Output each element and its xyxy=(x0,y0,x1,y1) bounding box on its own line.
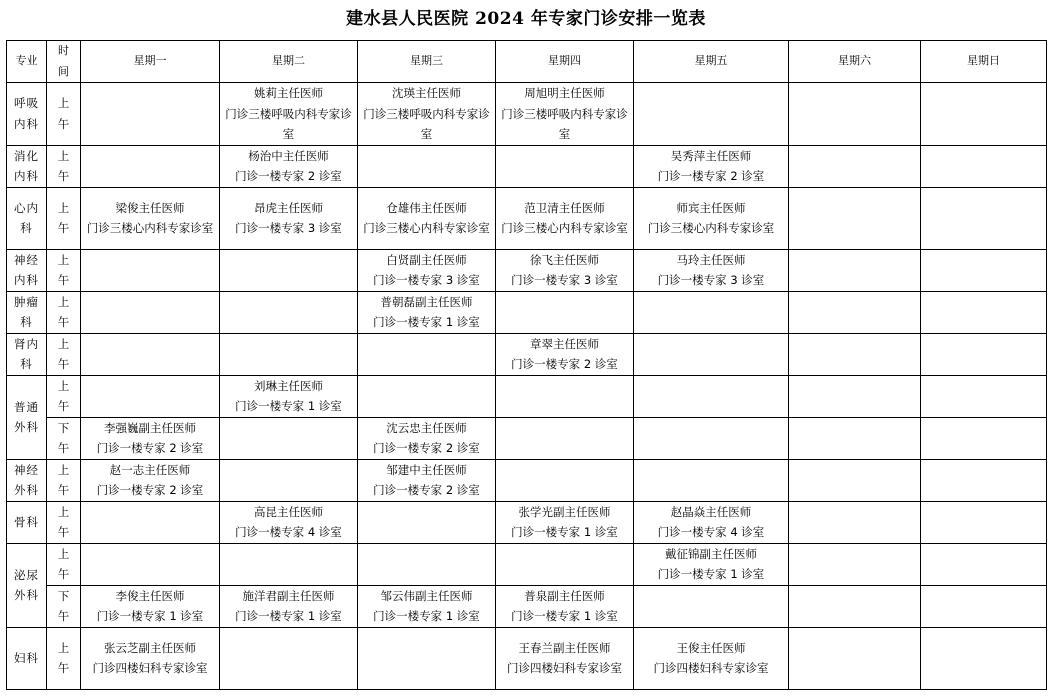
doctor-entry: 白贤副主任医师 门诊一楼专家 3 诊室 xyxy=(373,252,480,287)
header-time xyxy=(47,41,81,83)
schedule-cell xyxy=(358,249,496,291)
schedule-cell xyxy=(496,585,634,627)
schedule-cell xyxy=(81,187,220,249)
session-time xyxy=(47,291,81,333)
doctor-entry: 师宾主任医师 门诊三楼心内科专家诊室 xyxy=(647,200,775,235)
header-day: 星期五 xyxy=(634,41,789,83)
schedule-cell xyxy=(358,83,496,146)
schedule-cell xyxy=(496,249,634,291)
schedule-cell xyxy=(81,417,220,459)
session-time-text: 上 午 xyxy=(57,148,70,183)
header-row xyxy=(7,41,1047,83)
schedule-cell xyxy=(81,501,220,543)
department-name xyxy=(7,333,47,375)
session-time xyxy=(47,83,81,146)
session-time-text: 下 午 xyxy=(57,420,70,455)
header-day: 星期一 xyxy=(81,41,220,83)
schedule-cell xyxy=(634,627,789,689)
department-name xyxy=(7,145,47,187)
doctor-entry: 李强巍副主任医师 门诊一楼专家 2 诊室 xyxy=(96,420,204,455)
doctor-entry: 邹建中主任医师 门诊一楼专家 2 诊室 xyxy=(373,462,480,497)
schedule-cell xyxy=(634,187,789,249)
doctor-entry: 周旭明主任医师 门诊三楼呼吸内科专家诊室 xyxy=(501,86,628,141)
doctor-entry: 范卫清主任医师 门诊三楼心内科专家诊室 xyxy=(501,200,628,235)
schedule-cell xyxy=(358,333,496,375)
header-dept: 专业 xyxy=(7,41,47,83)
schedule-cell xyxy=(789,291,921,333)
schedule-cell xyxy=(789,627,921,689)
doctor-entry: 李俊主任医师 门诊一楼专家 1 诊室 xyxy=(96,588,204,623)
header-day: 星期日 xyxy=(921,41,1047,83)
doctor-entry: 施洋君副主任医师 门诊一楼专家 1 诊室 xyxy=(235,588,342,623)
session-time-text: 上 午 xyxy=(57,546,70,581)
schedule-cell xyxy=(634,249,789,291)
schedule-cell xyxy=(634,333,789,375)
schedule-cell xyxy=(789,249,921,291)
table-row xyxy=(7,501,1047,543)
table-row xyxy=(7,249,1047,291)
schedule-cell xyxy=(921,459,1047,501)
schedule-cell xyxy=(81,375,220,417)
doctor-entry: 沈瑛主任医师 门诊三楼呼吸内科专家诊室 xyxy=(363,86,490,141)
schedule-cell xyxy=(220,333,358,375)
schedule-cell xyxy=(220,417,358,459)
schedule-cell xyxy=(220,145,358,187)
session-time-text: 上 午 xyxy=(57,504,70,539)
doctor-entry: 章翠主任医师 门诊一楼专家 2 诊室 xyxy=(511,336,618,371)
session-time-text: 上 午 xyxy=(57,96,70,131)
table-row xyxy=(7,459,1047,501)
department-name xyxy=(7,627,47,689)
session-time-text: 下 午 xyxy=(57,588,70,623)
schedule-cell xyxy=(634,83,789,146)
department-name xyxy=(7,83,47,146)
session-time xyxy=(47,145,81,187)
schedule-cell xyxy=(496,83,634,146)
doctor-entry: 姚莉主任医师 门诊三楼呼吸内科专家诊室 xyxy=(225,86,352,141)
schedule-cell xyxy=(634,145,789,187)
schedule-cell xyxy=(634,501,789,543)
schedule-cell xyxy=(220,187,358,249)
schedule-table xyxy=(6,40,1047,690)
schedule-cell xyxy=(358,291,496,333)
doctor-entry: 梁俊主任医师 门诊三楼心内科专家诊室 xyxy=(86,200,214,235)
department-name-text: 肿瘤 科 xyxy=(14,294,39,329)
schedule-cell xyxy=(220,83,358,146)
schedule-cell xyxy=(81,627,220,689)
schedule-body xyxy=(7,83,1047,690)
schedule-cell xyxy=(921,543,1047,585)
schedule-cell xyxy=(358,459,496,501)
department-name-text: 泌尿 外科 xyxy=(14,567,39,602)
doctor-entry: 马玲主任医师 门诊一楼专家 3 诊室 xyxy=(657,252,765,287)
schedule-cell xyxy=(921,333,1047,375)
schedule-cell xyxy=(496,375,634,417)
table-row xyxy=(7,417,1047,459)
schedule-cell xyxy=(789,417,921,459)
session-time-text: 上 午 xyxy=(57,378,70,413)
department-name xyxy=(7,291,47,333)
schedule-cell xyxy=(496,459,634,501)
schedule-cell xyxy=(358,145,496,187)
schedule-cell xyxy=(789,501,921,543)
doctor-entry: 赵一志主任医师 门诊一楼专家 2 诊室 xyxy=(96,462,204,497)
schedule-cell xyxy=(81,585,220,627)
schedule-cell xyxy=(220,543,358,585)
schedule-cell xyxy=(358,543,496,585)
schedule-cell xyxy=(921,145,1047,187)
department-name-text: 神经 外科 xyxy=(14,462,39,497)
department-name xyxy=(7,375,47,459)
table-row xyxy=(7,187,1047,249)
schedule-cell xyxy=(789,333,921,375)
schedule-cell xyxy=(634,543,789,585)
schedule-cell xyxy=(634,375,789,417)
header-day: 星期六 xyxy=(789,41,921,83)
doctor-entry: 仓雄伟主任医师 门诊三楼心内科专家诊室 xyxy=(363,200,490,235)
doctor-entry: 沈云忠主任医师 门诊一楼专家 2 诊室 xyxy=(373,420,480,455)
doctor-entry: 昂虎主任医师 门诊一楼专家 3 诊室 xyxy=(235,200,342,235)
schedule-cell xyxy=(496,291,634,333)
schedule-cell xyxy=(220,375,358,417)
schedule-cell xyxy=(220,627,358,689)
session-time xyxy=(47,543,81,585)
schedule-cell xyxy=(220,501,358,543)
session-time xyxy=(47,333,81,375)
department-name xyxy=(7,543,47,627)
doctor-entry: 戴征锦副主任医师 门诊一楼专家 1 诊室 xyxy=(657,546,765,581)
session-time-text: 上 午 xyxy=(57,336,70,371)
schedule-cell xyxy=(81,249,220,291)
table-row xyxy=(7,333,1047,375)
schedule-cell xyxy=(789,459,921,501)
header-day: 星期四 xyxy=(496,41,634,83)
doctor-entry: 刘琳主任医师 门诊一楼专家 1 诊室 xyxy=(235,378,342,413)
schedule-cell xyxy=(220,249,358,291)
schedule-cell xyxy=(358,375,496,417)
schedule-cell xyxy=(220,459,358,501)
department-name-text: 心内 科 xyxy=(14,200,39,235)
schedule-cell xyxy=(358,187,496,249)
session-time xyxy=(47,585,81,627)
schedule-cell xyxy=(496,145,634,187)
session-time-text: 上 午 xyxy=(57,462,70,497)
department-name-text: 消化 内科 xyxy=(14,148,39,183)
schedule-cell xyxy=(789,83,921,146)
header-time-text: 时 间 xyxy=(58,44,69,78)
schedule-cell xyxy=(496,501,634,543)
schedule-cell xyxy=(81,333,220,375)
session-time xyxy=(47,249,81,291)
schedule-cell xyxy=(789,375,921,417)
doctor-entry: 杨治中主任医师 门诊一楼专家 2 诊室 xyxy=(235,148,342,183)
session-time xyxy=(47,501,81,543)
table-row xyxy=(7,627,1047,689)
schedule-cell xyxy=(634,291,789,333)
schedule-cell xyxy=(358,627,496,689)
doctor-entry: 徐飞主任医师 门诊一楼专家 3 诊室 xyxy=(511,252,618,287)
schedule-cell xyxy=(634,459,789,501)
session-time-text: 上 午 xyxy=(57,200,70,235)
schedule-cell xyxy=(81,543,220,585)
schedule-cell xyxy=(921,501,1047,543)
session-time-text: 上 午 xyxy=(57,252,70,287)
table-row xyxy=(7,83,1047,146)
schedule-cell xyxy=(220,291,358,333)
schedule-cell xyxy=(358,417,496,459)
session-time xyxy=(47,417,81,459)
schedule-cell xyxy=(921,249,1047,291)
session-time-text: 上 午 xyxy=(57,294,70,329)
schedule-cell xyxy=(496,333,634,375)
table-row xyxy=(7,145,1047,187)
table-row xyxy=(7,585,1047,627)
page-title: 建水县人民医院 2024 年专家门诊安排一览表 xyxy=(346,9,706,29)
schedule-cell xyxy=(789,585,921,627)
schedule-cell xyxy=(921,585,1047,627)
schedule-cell xyxy=(220,585,358,627)
department-name-text: 妇科 xyxy=(14,650,39,665)
schedule-cell xyxy=(496,543,634,585)
schedule-cell xyxy=(921,375,1047,417)
doctor-entry: 普泉副主任医师 门诊一楼专家 1 诊室 xyxy=(511,588,618,623)
table-row xyxy=(7,375,1047,417)
schedule-cell xyxy=(921,417,1047,459)
session-time xyxy=(47,459,81,501)
schedule-cell xyxy=(634,585,789,627)
schedule-cell xyxy=(789,187,921,249)
schedule-cell xyxy=(921,291,1047,333)
doctor-entry: 普朝磊副主任医师 门诊一楼专家 1 诊室 xyxy=(373,294,480,329)
department-name-text: 普通 外科 xyxy=(14,399,39,434)
schedule-cell xyxy=(921,627,1047,689)
session-time-text: 上 午 xyxy=(57,640,70,675)
doctor-entry: 高昆主任医师 门诊一楼专家 4 诊室 xyxy=(235,504,342,539)
department-name xyxy=(7,459,47,501)
doctor-entry: 吴秀萍主任医师 门诊一楼专家 2 诊室 xyxy=(657,148,765,183)
schedule-cell xyxy=(358,585,496,627)
header-day: 星期三 xyxy=(358,41,496,83)
doctor-entry: 赵晶焱主任医师 门诊一楼专家 4 诊室 xyxy=(657,504,765,539)
table-row xyxy=(7,291,1047,333)
department-name-text: 神经 内科 xyxy=(14,252,39,287)
session-time xyxy=(47,627,81,689)
doctor-entry: 王俊主任医师 门诊四楼妇科专家诊室 xyxy=(653,640,769,675)
department-name-text: 呼吸 内科 xyxy=(14,96,39,131)
department-name-text: 骨科 xyxy=(14,514,39,529)
schedule-cell xyxy=(921,83,1047,146)
schedule-cell xyxy=(81,145,220,187)
schedule-cell xyxy=(81,83,220,146)
schedule-cell xyxy=(81,291,220,333)
schedule-cell xyxy=(81,459,220,501)
header-day: 星期二 xyxy=(220,41,358,83)
table-row xyxy=(7,543,1047,585)
schedule-cell xyxy=(496,417,634,459)
session-time xyxy=(47,375,81,417)
department-name xyxy=(7,501,47,543)
department-name xyxy=(7,187,47,249)
doctor-entry: 张云芝副主任医师 门诊四楼妇科专家诊室 xyxy=(92,640,208,675)
doctor-entry: 王春兰副主任医师 门诊四楼妇科专家诊室 xyxy=(507,640,622,675)
department-name-text: 肾内 科 xyxy=(14,336,39,371)
schedule-cell xyxy=(496,187,634,249)
schedule-cell xyxy=(789,543,921,585)
schedule-cell xyxy=(921,187,1047,249)
doctor-entry: 张学光副主任医师 门诊一楼专家 1 诊室 xyxy=(511,504,618,539)
schedule-cell xyxy=(496,627,634,689)
schedule-cell xyxy=(358,501,496,543)
schedule-cell xyxy=(634,417,789,459)
department-name xyxy=(7,249,47,291)
session-time xyxy=(47,187,81,249)
doctor-entry: 邹云伟副主任医师 门诊一楼专家 1 诊室 xyxy=(373,588,480,623)
schedule-cell xyxy=(789,145,921,187)
